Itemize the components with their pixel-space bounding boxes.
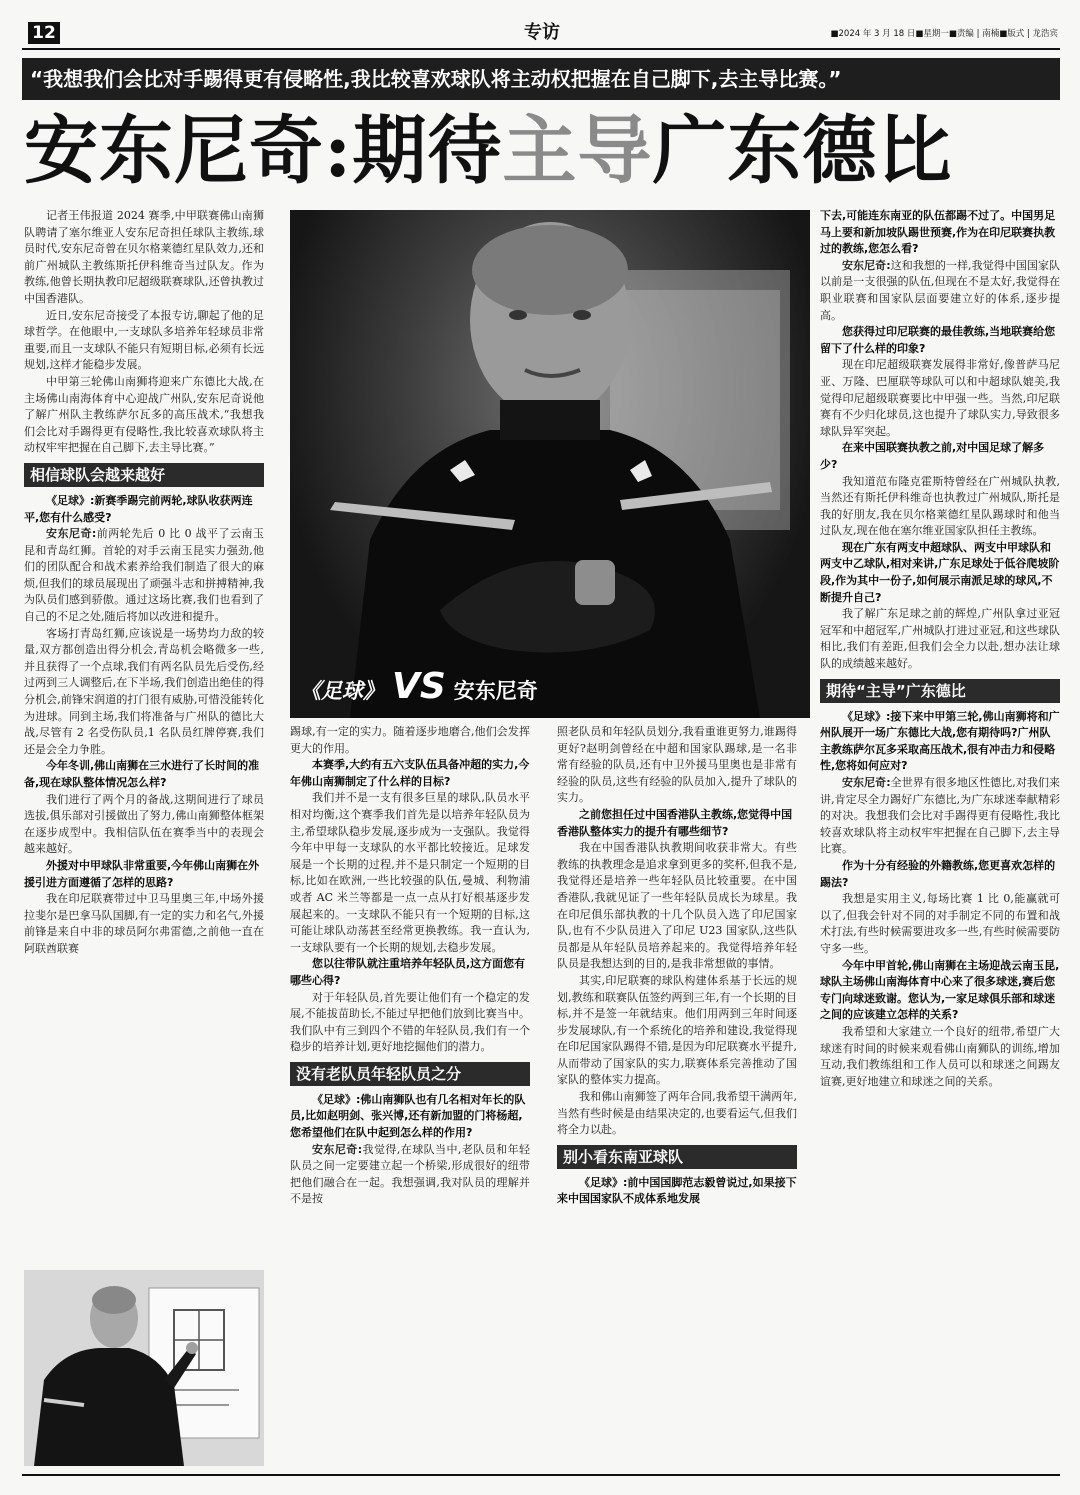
answer: 我们进行了两个月的备战,这期间进行了球员选拔,俱乐部对引援做出了努力,佛山南狮整体框架在逐步成型中。我相信队伍在赛季当中的表现会越来越好。 bbox=[24, 792, 264, 856]
answer: 我在印尼联赛带过中卫马里奥三年,中场外援拉斐尔是巴拿马队国脚,有一定的实力和名气,外援前锋是来自中非的球员阿尔弗雷德,之前他一直在阿联酋联赛 bbox=[24, 892, 264, 955]
question: 在来中国联赛执教之前,对中国足球了解多少? bbox=[820, 441, 1045, 471]
answer-text: 我觉得,在球队当中,老队员和年轻队员之间一定要建立起一个桥梁,形成很好的纽带把他们融合在一起。我想强调,我对队员的理解并不是按 bbox=[290, 1142, 530, 1206]
answer bbox=[820, 775, 1060, 858]
question: 下去,可能连东南亚的队伍都踢不过了。中国男足马上要和新加坡队踢世预赛,作为在印尼联赛执教过的教练,您怎么看? bbox=[820, 209, 1056, 256]
bottom-rule bbox=[22, 1474, 1060, 1476]
answer-text: 前两轮先后 0 比 0 战平了云南玉昆和青岛红狮。首轮的对手云南玉昆实力强劲,他们的团队配合和战术素养给我们制造了很大的麻烦,但我们的球员展现出了顽强斗志和拼搏精神,我为队员们感到骄傲。通过这场比赛,我们也看到了自己的不足之处,随后将加以改进和提升。 bbox=[24, 527, 264, 624]
column-4 bbox=[820, 208, 1060, 1469]
answer bbox=[290, 1142, 530, 1208]
answer: 我了解广东足球之前的辉煌,广州队拿过亚冠冠军和中超冠军,广州城队打进过亚冠,和这些球队相比,我们有差距,但我们会全力以赴,想办法让球队的成绩越来越好。 bbox=[820, 607, 1060, 671]
answer: 我知道范布隆克霍斯特曾经在广州城队执教,当然还有斯托伊科维奇也执教过广州城队,斯托是我的好朋友,我在贝尔格莱德红星队踢球时和他当过队友,现在他在塞尔维亚国家队担任主教练。 bbox=[820, 474, 1060, 538]
question: 现在广东有两支中超球队、两支中甲球队和两支中乙球队,相对来讲,广东足球处于低谷爬坡阶段,作为其中一份子,如何展示南派足球的球风,不断提升自己? bbox=[820, 540, 1060, 604]
speaker-label: 安东尼奇: bbox=[842, 776, 891, 789]
headline-part1: 安东尼奇:期待 bbox=[24, 108, 503, 194]
section-title: 期待“主导”广东德比 bbox=[820, 679, 1060, 703]
coach-portrait-illustration bbox=[290, 210, 810, 718]
intro-paragraph: 近日,安东尼奇接受了本报专访,聊起了他的足球哲学。在他眼中,一支球队多培养年轻球员非常重要,而且一支球队不能只有短期目标,必须有长远规划,这样才能稳步发展。 bbox=[24, 308, 264, 372]
answer: 我们并不是一支有很多巨星的球队,队员水平相对均衡,这个赛季我们首先是以培养年轻队员为主,希望球队稳步发展,逐步成为一支强队。我觉得今年中甲每一支球队的水平都比较接近。足球发展是一个长期的过程,并不是只制定一个短期的目标,比如在欧洲,一些比较强的队伍,曼城、利物浦或者 AC 米兰等都是一点一点从打好根基逐步发展起来的。一支球队不能只有一个短期的目标,这可能让球队动荡甚至经常更换教练。我一直认为,一支球队要有一个长期的规划,去稳步发展。 bbox=[290, 791, 530, 954]
answer: 客场打青岛红狮,应该说是一场势均力敌的较量,双方都创造出得分机会,青岛机会略微多一些,并且获得了一个点球,我们有两名队员先后受伤,经过两到三人调整后,在下半场,我们创造出绝佳的得分机会,前锋宋润道的打门很有威胁,可惜没能转化为进球。同到主场,我们将准备与广州队的德比大战,尽管有 2 名受伤队员,1 名队员红牌停赛,我们还是会全力争胜。 bbox=[24, 626, 264, 756]
small-photo bbox=[24, 1270, 264, 1466]
intro-paragraph: 中甲第三轮佛山南狮将迎来广东德比大战,在主场佛山南海体育中心迎战广州队,安东尼奇说他了解广州队主教练萨尔瓦多的高压战术,“我想我们会比对手踢得更有侵略性,我比较喜欢球队将主动权牢牢把握在自己脚下,去主导比赛。” bbox=[24, 374, 264, 455]
section-title: 别小看东南亚球队 bbox=[557, 1145, 797, 1169]
speaker-label: 安东尼奇: bbox=[312, 1142, 363, 1156]
question: 您获得过印尼联赛的最佳教练,当地联赛给您留下了什么样的印象? bbox=[820, 325, 1056, 355]
answer: 对于年轻队员,首先要让他们有一个稳定的发展,不能拔苗助长,不能过早把他们放到比赛当中。我们队中有三到四个不错的年轻队员,我们有一个稳步的培养计划,更好地挖掘他们的潜力。 bbox=[290, 990, 530, 1054]
answer: 我想是实用主义,每场比赛 1 比 0,能赢就可以了,但我会针对不同的对手制定不同的布置和战术打法,有些时候需要进攻多一些,有些时候需要防守多一些。 bbox=[820, 892, 1060, 955]
answer: 现在印尼超级联赛发展得非常好,像普萨马尼亚、万隆、巴厘联等球队可以和中超球队媲美,我觉得印尼超级联赛要比中甲强一些。当然,印尼联赛有不少归化球员,这也提升了球队实力,导致很多球队异军突起。 bbox=[820, 358, 1060, 438]
answer: 我和佛山南狮签了两年合同,我希望干满两年,当然有些时候是由结果决定的,也要看运气,但我们将全力以赴。 bbox=[557, 1090, 797, 1137]
answer: 我在中国香港队执教期间收获非常大。有些教练的执教理念是追求拿到更多的奖杯,但我不是,我觉得还是培养一些年轻队员比较重要。在中国香港队,我就见证了一些年轻队员成长为球星。我在印尼俱乐部执教的十几个队员入选了印尼国家队,也有不少队员进入了印尼 U23 国家队,这些队员都是从年轻队员培养起来的。我觉得培养年轻队员是我想达到的目的,是我非常想做的事情。 bbox=[557, 841, 797, 971]
column-3 bbox=[557, 724, 797, 1469]
answer: 其实,印尼联赛的球队构建体系基于长远的规划,教练和联赛队伍签约两到三年,有一个长期的目标,并不是签一年就结束。他们用两到三年时间逐步发展球队,有一个系统化的培养和建设,我觉得现在印尼国家队踢得不错,是因为印尼联赛水平提升,从而带动了国家队的实力,联赛体系完善推动了国家队的整体实力提高。 bbox=[557, 973, 797, 1087]
main-photo-caption bbox=[300, 666, 538, 707]
question: 本赛季,大约有五六支队伍具备冲超的实力,今年佛山南狮制定了什么样的目标? bbox=[290, 758, 530, 788]
coach-whiteboard-illustration bbox=[24, 1270, 264, 1466]
column-2 bbox=[290, 724, 530, 1469]
date-info: ■2024 年 3 月 18 日■星期一■责编 | 南楠■版式 | 龙浩宾 bbox=[830, 29, 1058, 39]
section-title: 没有老队员年轻队员之分 bbox=[290, 1062, 530, 1086]
caption-name: 安东尼奇 bbox=[453, 679, 538, 703]
answer: 我希望和大家建立一个良好的纽带,希望广大球迷有时间的时候来观看佛山南狮队的训练,增加互动,我们教练组和工作人员可以和球迷之间踢友谊赛,更好地建立和球迷之间的关系。 bbox=[820, 1024, 1060, 1088]
pull-quote-bar bbox=[22, 58, 1060, 100]
caption-vs: VS bbox=[392, 666, 446, 707]
question: 之前您担任过中国香港队主教练,您觉得中国香港队整体实力的提升有哪些细节? bbox=[557, 807, 793, 838]
headline-part2: 广东德比 bbox=[652, 108, 953, 194]
answer-text: 全世界有很多地区性德比,对我们来讲,肯定尽全力踢好广东德比,为广东球迷奉献精彩的对决。我想我们会比对手踢得更有侵略性,我比较喜欢球队将主动权牢牢把握在自己脚下,去主导比赛。 bbox=[820, 776, 1060, 856]
main-photo bbox=[290, 210, 810, 718]
section-title: 相信球队会越来越好 bbox=[24, 463, 264, 487]
question: 作为十分有经验的外籍教练,您更喜欢怎样的踢法? bbox=[820, 858, 1056, 889]
page-number: 12 bbox=[28, 22, 60, 44]
question: 《足球》:前中国国脚范志毅曾说过,如果接下来中国国家队不成体系地发展 bbox=[557, 1175, 797, 1206]
question: 外援对中甲球队非常重要,今年佛山南狮在外援引进方面遵循了怎样的思路? bbox=[24, 858, 260, 889]
answer-text: 这和我想的一样,我觉得中国国家队以前是一支很强的队伍,但现在不是太好,我觉得在职业联赛和国家队层面要建立好的体系,逐步提高。 bbox=[820, 258, 1060, 322]
question: 《足球》:佛山南狮队也有几名相对年长的队员,比如赵明剑、张兴博,还有新加盟的门将杨超,您希望他们在队中起到怎么样的作用? bbox=[290, 1092, 526, 1140]
speaker-label: 安东尼奇: bbox=[46, 527, 97, 541]
question: 《足球》:接下来中甲第三轮,佛山南狮将和广州队展开一场广东德比大战,您有期待吗?广州队主教练萨尔瓦多采取高压战术,很有冲击力和侵略性,您将如何应对? bbox=[820, 709, 1060, 773]
headline bbox=[24, 104, 1060, 199]
headline-highlight: 主导 bbox=[502, 108, 653, 194]
question: 您以往带队就注重培养年轻队员,这方面您有哪些心得? bbox=[290, 957, 526, 987]
caption-magazine: 《足球》 bbox=[300, 679, 384, 703]
answer: 照老队员和年轻队员划分,我看重谁更努力,谁踢得更好?赵明剑曾经在中超和国家队踢球,是一名非常有经验的队员,还有中卫外援马里奥也是非常有经验的队员,这些有经验的队员加入,提升了球队的实力。 bbox=[557, 725, 797, 805]
question: 《足球》:新赛季踢完前两轮,球队收获两连平,您有什么感受? bbox=[24, 493, 253, 524]
column-1 bbox=[24, 208, 264, 1265]
question: 今年中甲首轮,佛山南狮在主场迎战云南玉昆,球队主场佛山南海体育中心来了很多球迷,赛后您专门向球迷致谢。您认为,一家足球俱乐部和球迷之间的应该建立怎样的关系? bbox=[820, 958, 1060, 1022]
answer bbox=[24, 526, 264, 626]
intro-paragraph: 记者王伟报道 2024 赛季,中甲联赛佛山南狮队聘请了塞尔维亚人安东尼奇担任球队主教练,球员时代,安东尼奇曾在贝尔格莱德红星队效力,还和前广州城队主教练斯托伊科维奇当过队友。作为教练,他曾长期执教印尼超级联赛球队,还曾执教过中国香港队。 bbox=[24, 209, 264, 305]
page-header bbox=[22, 20, 1060, 50]
answer: 踢球,有一定的实力。随着逐步地磨合,他们会发挥更大的作用。 bbox=[290, 725, 530, 755]
section-name: 专访 bbox=[524, 22, 560, 43]
speaker-label: 安东尼奇: bbox=[842, 258, 891, 272]
pull-quote: “我想我们会比对手踢得更有侵略性,我比较喜欢球队将主动权把握在自己脚下,去主导比赛。” bbox=[30, 67, 842, 91]
question: 今年冬训,佛山南狮在三水进行了长时间的准备,现在球队整体情况怎么样? bbox=[24, 759, 260, 789]
answer bbox=[820, 258, 1060, 324]
